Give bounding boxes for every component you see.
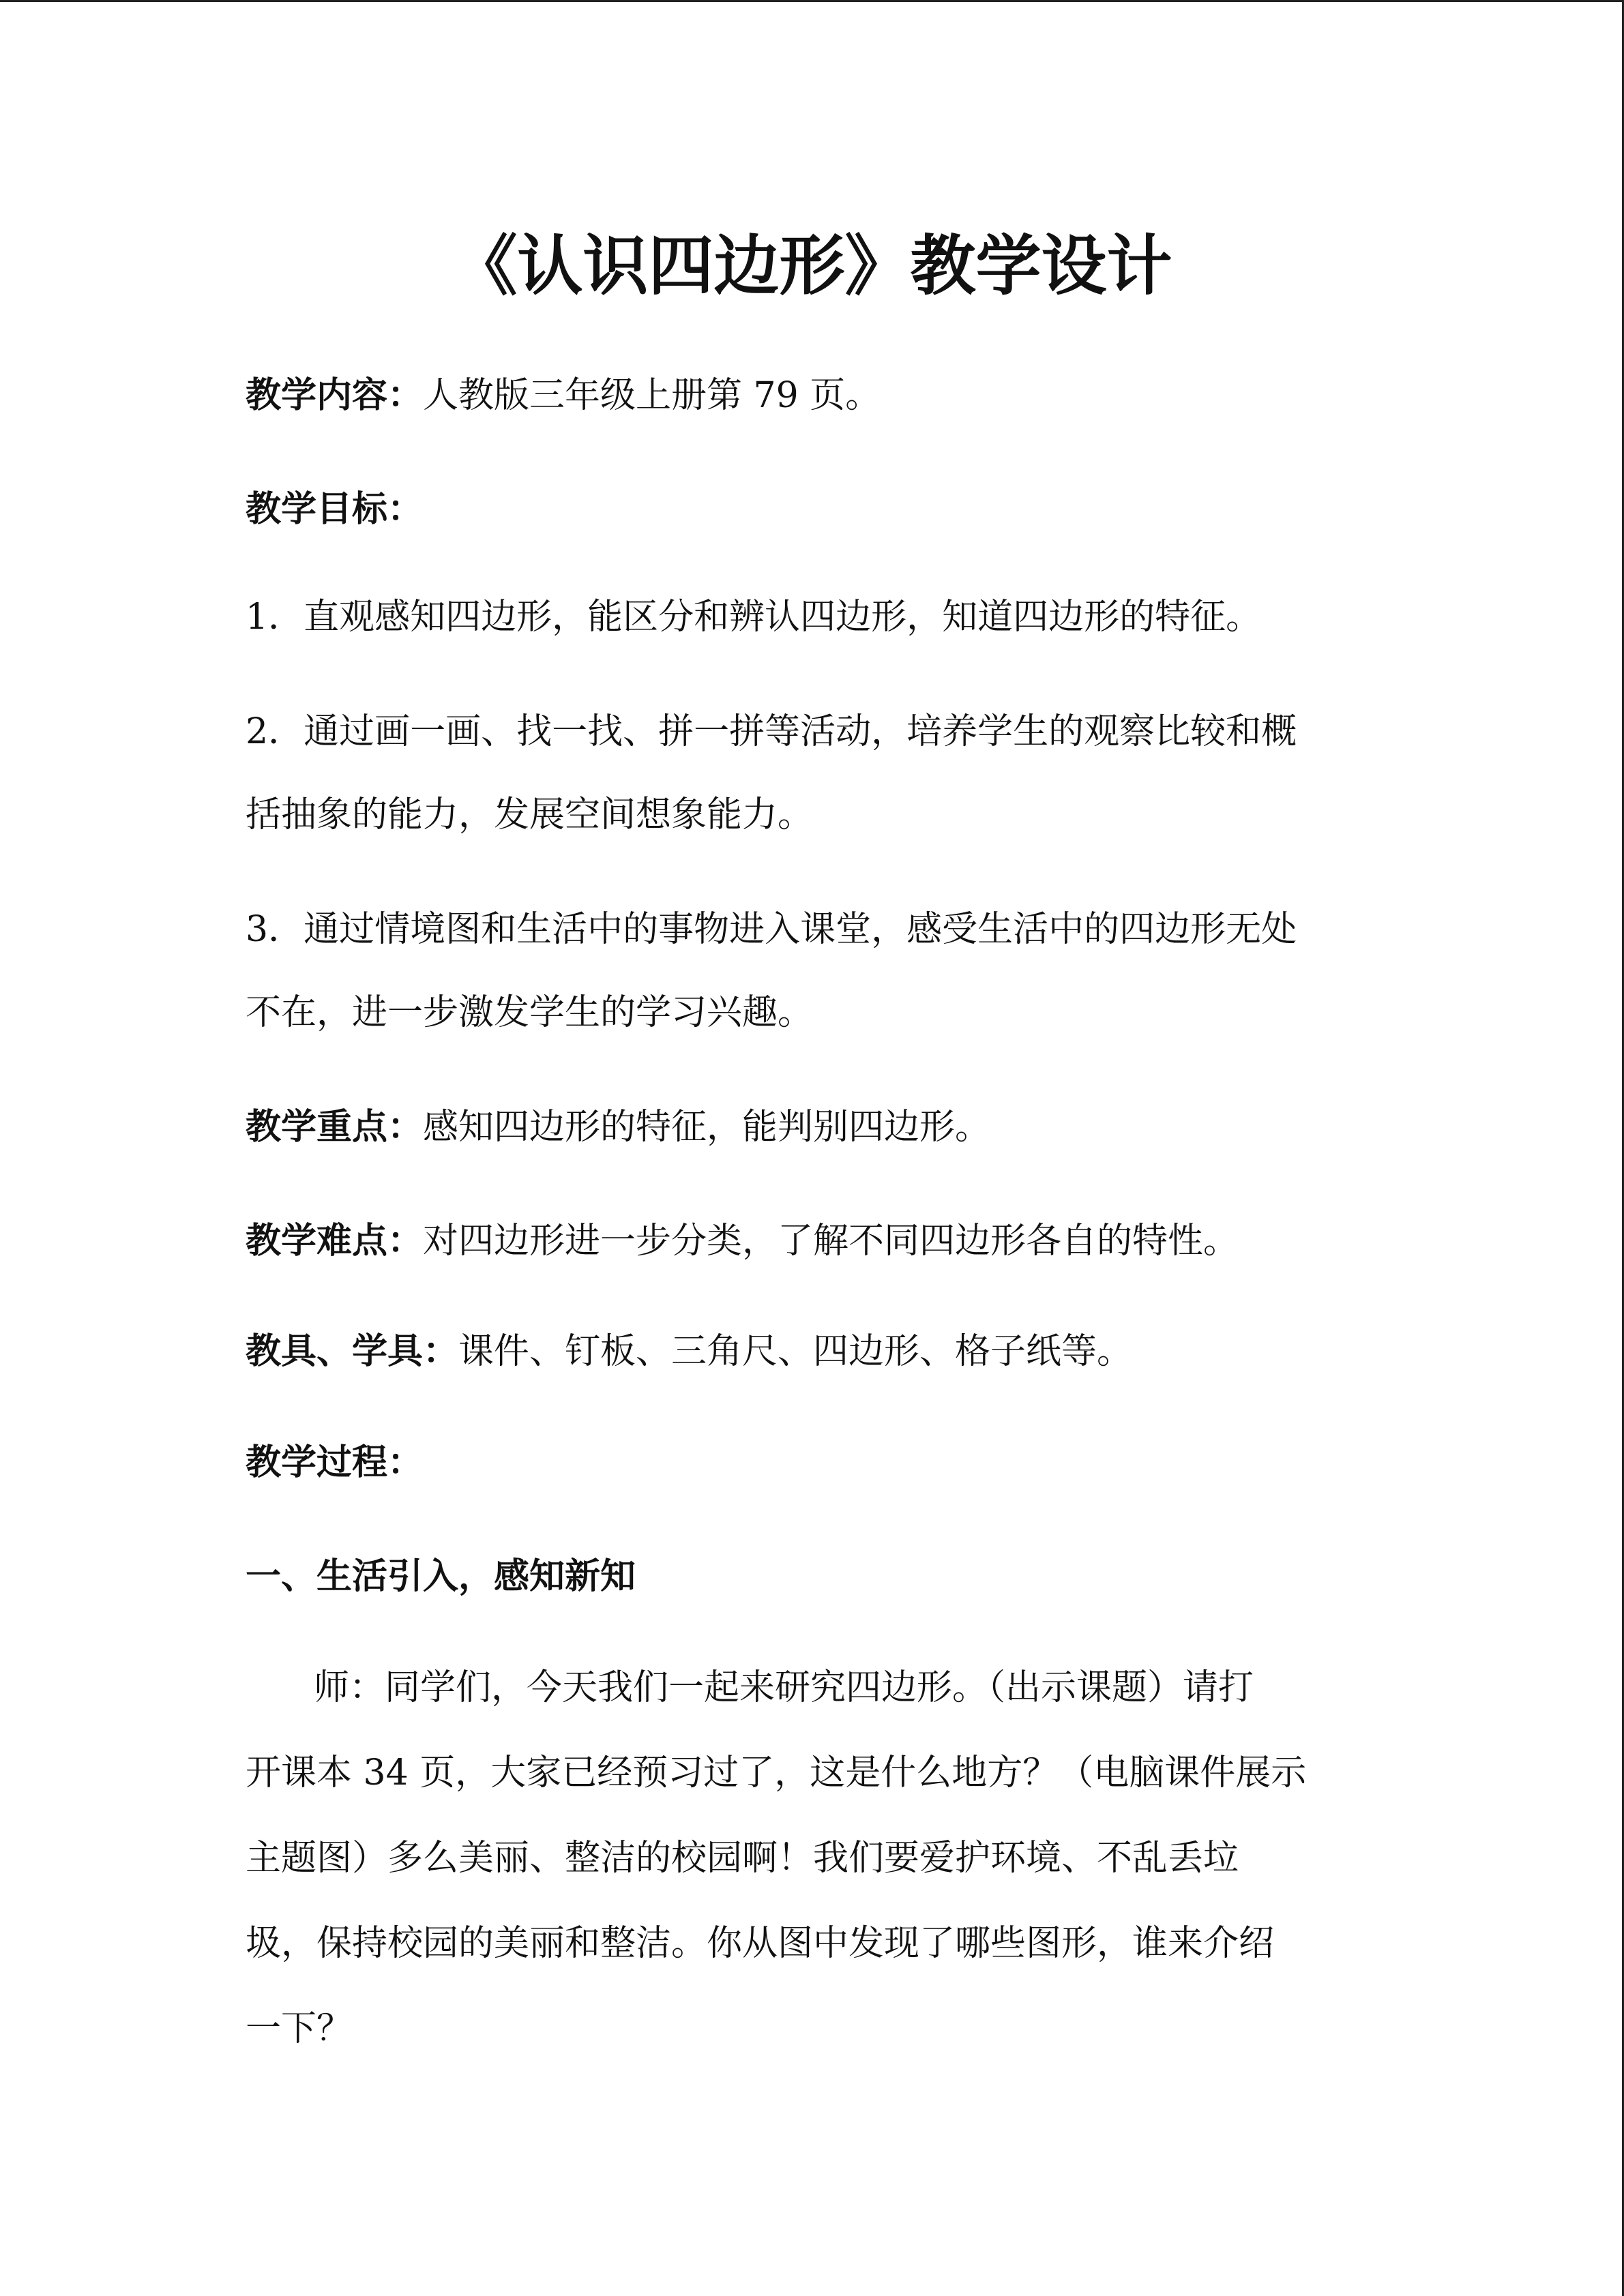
paragraph-line: 主题图）多么美丽、整洁的校园啊！我们要爱护环境、不乱丢垃: [246, 1838, 1239, 1879]
difficulty-text: 对四边形进一步分类，了解不同四边形各自的特性。: [423, 1221, 1239, 1262]
section-heading: 一、生活引入，感知新知: [246, 1556, 636, 1597]
key-point-label: 教学重点：: [246, 1107, 424, 1148]
difficulty-label: 教学难点：: [246, 1221, 424, 1262]
paragraph-line: 开课本 34 页，大家已经预习过了，这是什么地方？（电脑课件展示: [246, 1753, 1307, 1793]
teaching-content-text: 人教版三年级上册第 79 页。: [423, 375, 881, 416]
teaching-content-label: 教学内容：: [246, 375, 424, 416]
difficulty: [246, 1217, 1378, 1265]
objective-line: 括抽象的能力，发展空间想象能力。: [246, 794, 814, 835]
key-point-text: 感知四边形的特征，能判别四边形。: [423, 1107, 991, 1148]
objective-line: 2．通过画一画、找一找、拼一拼等活动，培养学生的观察比较和概: [246, 711, 1297, 752]
tools: [246, 1328, 1378, 1375]
teaching-content: [246, 372, 1378, 419]
paragraph-line: 师：同学们，今天我们一起来研究四边形。（出示课题）请打: [314, 1667, 1254, 1708]
objective-line: 3．通过情境图和生活中的事物进入课堂，感受生活中的四边形无处: [246, 909, 1297, 950]
process-label: 教学过程：: [246, 1442, 424, 1483]
objectives-label: 教学目标：: [246, 489, 424, 530]
paragraph-line: 一下？: [246, 2008, 353, 2049]
document-title: 《认识四边形》教学设计: [452, 228, 1172, 304]
paragraph-line: 圾，保持校园的美丽和整洁。你从图中发现了哪些图形，谁来介绍: [246, 1923, 1275, 1964]
tools-label: 教具、学具：: [246, 1331, 459, 1372]
objective-line: 不在，进一步激发学生的学习兴趣。: [246, 992, 814, 1033]
tools-text: 课件、钉板、三角尺、四边形、格子纸等。: [458, 1331, 1133, 1372]
key-point: [246, 1103, 1378, 1151]
objective-line: 1．直观感知四边形，能区分和辨认四边形，知道四边形的特征。: [246, 597, 1262, 638]
